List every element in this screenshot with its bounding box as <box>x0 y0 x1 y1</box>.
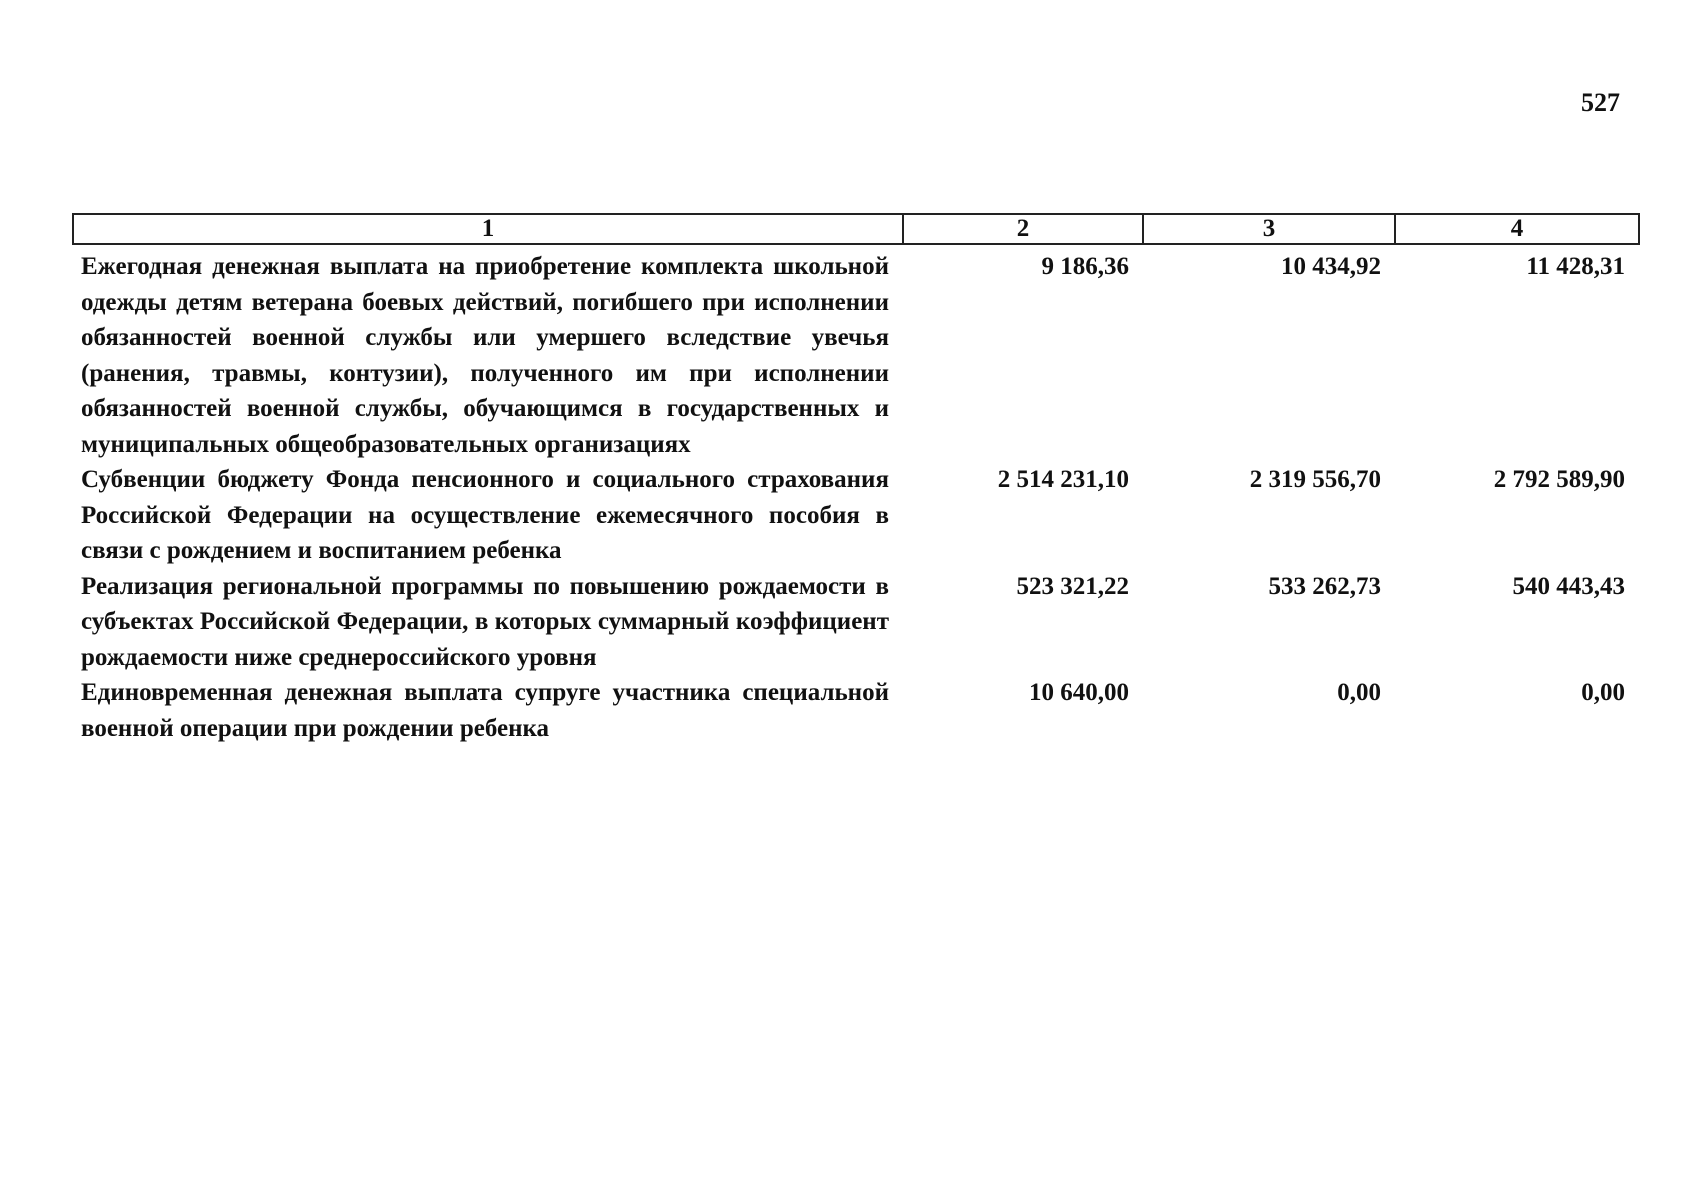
budget-table <box>72 213 1640 746</box>
table-header <box>73 214 1639 244</box>
row-value-col4: 540 443,43 <box>1512 572 1625 600</box>
column-header-1: 1 <box>73 214 903 244</box>
row-description: Ежегодная денежная выплата на приобретение комплекта школьной одежды детям ветерана боевых действий, погибшего при исполнении обязанностей военной службы или умершего вследствие увечья (ранения, травмы, контузии), полученного им при исполнении обязанностей военной службы, обучающимся в государственных и муниципальных общеобразовательных организациях <box>81 253 889 458</box>
row-value-col2: 2 514 231,10 <box>997 466 1129 493</box>
row-value-col4: 11 428,31 <box>1526 253 1625 280</box>
column-header-2: 2 <box>903 214 1143 244</box>
row-value-col3: 2 319 556,70 <box>1249 466 1381 493</box>
row-description: Субвенции бюджету Фонда пенсионного и социального страхования Российской Федерации на осуществление ежемесячного пособия в связи с рождением и воспитанием ребенка <box>81 466 889 564</box>
row-value-col3: 10 434,92 <box>1281 253 1381 280</box>
row-value-col3: 533 262,73 <box>1268 572 1381 600</box>
column-header-3: 3 <box>1143 214 1395 244</box>
row-value-col4: 0,00 <box>1581 679 1625 706</box>
table-row <box>73 569 1639 676</box>
table-row <box>73 462 1639 569</box>
row-value-col3: 0,00 <box>1337 679 1381 706</box>
table-row <box>73 675 1639 746</box>
page-number: 527 <box>1581 88 1620 117</box>
row-description: Реализация региональной программы по повышению рождаемости в субъектах Российской Федерации, в которых суммарный коэффициент рождаемости ниже среднероссийского уровня <box>81 572 889 671</box>
row-value-col2: 9 186,36 <box>1041 253 1129 280</box>
row-value-col2: 523 321,22 <box>1016 572 1129 600</box>
column-header-4: 4 <box>1395 214 1639 244</box>
table-row <box>73 244 1639 462</box>
table-body <box>73 244 1639 746</box>
row-value-col4: 2 792 589,90 <box>1493 466 1625 493</box>
row-value-col2: 10 640,00 <box>1029 679 1129 706</box>
header-row <box>73 214 1639 244</box>
row-description: Единовременная денежная выплата супруге участника специальной военной операции при рождении ребенка <box>81 679 889 742</box>
